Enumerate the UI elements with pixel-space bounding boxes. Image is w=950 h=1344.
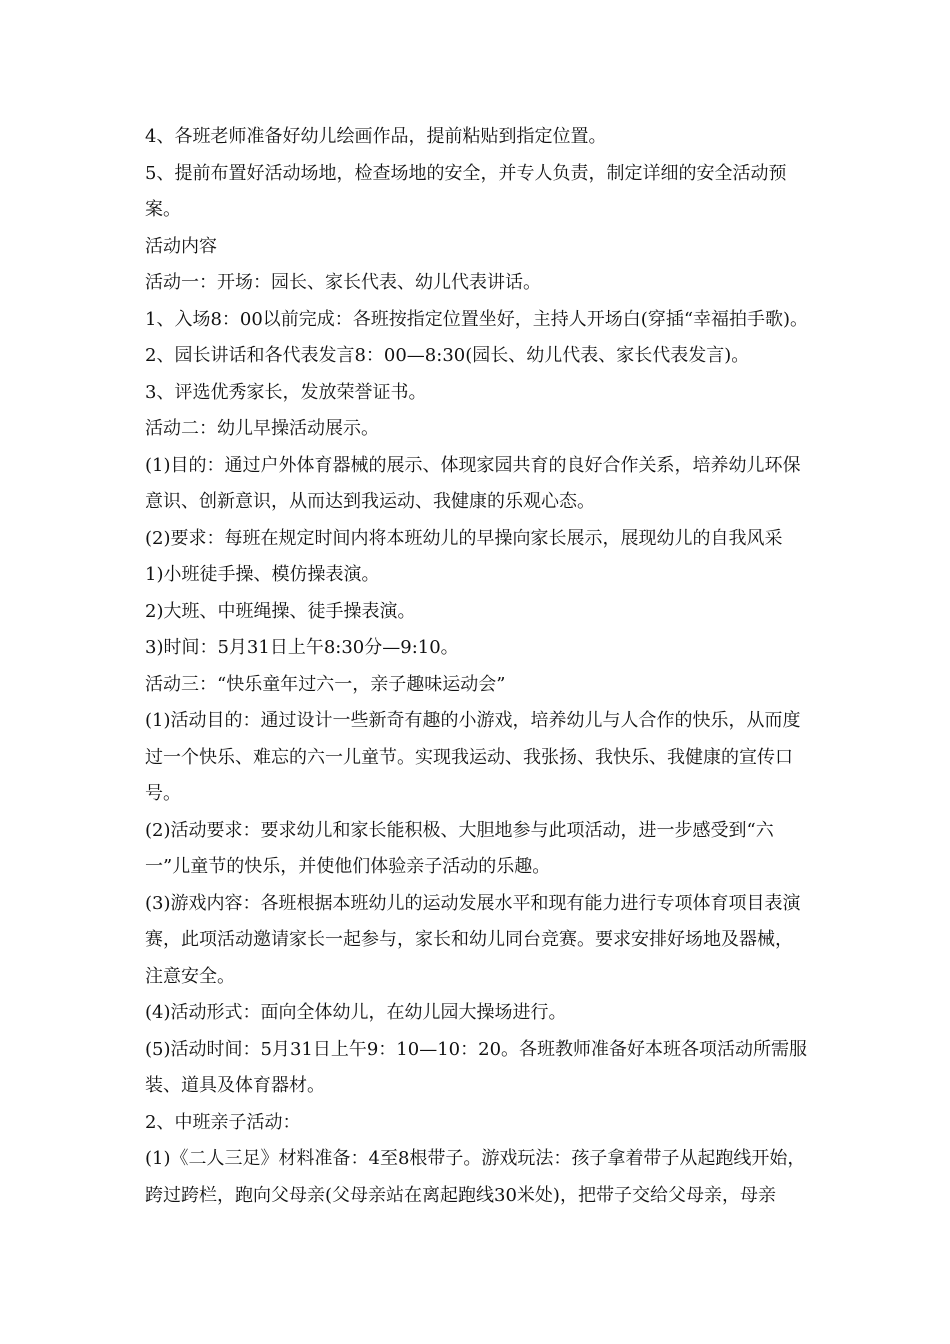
middle-class-heading: 2、中班亲子活动： bbox=[145, 1111, 301, 1133]
activity-one-item-1: 1、入场8：00以前完成：各班按指定位置坐好，主持人开场白(穿插“幸福拍手歌)。 bbox=[145, 308, 809, 330]
activity-two-sub-2: 2)大班、中班绳操、徒手操表演。 bbox=[145, 600, 416, 622]
activity-three-requirement: (2)活动要求：要求幼儿和家长能积极、大胆地参与此项活动，进一步感受到“六一”儿童节的快乐，并使他们体验亲子活动的乐趣。 bbox=[145, 819, 774, 877]
activity-three-time: (5)活动时间：5月31日上午9：10—10：20。各班教师准备好本班各项活动所需服装、道具及体育器材。 bbox=[145, 1038, 808, 1096]
middle-class-game-1: (1)《二人三足》材料准备：4至8根带子。游戏玩法：孩子拿着带子从起跑线开始，跨过跨栏，跑向父母亲(父母亲站在离起跑线30米处)，把带子交给父母亲，母亲 bbox=[145, 1148, 806, 1206]
document-body bbox=[145, 119, 810, 1214]
activity-two-purpose: (1)目的：通过户外体育器械的展示、体现家园共育的良好合作关系，培养幼儿环保意识、创新意识，从而达到我运动、我健康的乐观心态。 bbox=[145, 454, 801, 512]
paragraph-item-5: 5、提前布置好活动场地，检查场地的安全，并专人负责，制定详细的安全活动预案。 bbox=[145, 162, 787, 220]
activity-one-item-3: 3、评选优秀家长，发放荣誉证书。 bbox=[145, 381, 427, 403]
activity-three-form: (4)活动形式：面向全体幼儿，在幼儿园大操场进行。 bbox=[145, 1002, 567, 1023]
paragraph-item-4: 4、各班老师准备好幼儿绘画作品，提前粘贴到指定位置。 bbox=[145, 126, 607, 147]
section-heading-activity-content: 活动内容 bbox=[145, 235, 217, 257]
activity-three-heading: 活动三：“快乐童年过六一，亲子趣味运动会” bbox=[145, 673, 506, 695]
activity-one-heading: 活动一：开场：园长、家长代表、幼儿代表讲话。 bbox=[145, 272, 541, 293]
activity-two-sub-1: 1)小班徒手操、模仿操表演。 bbox=[145, 564, 380, 585]
activity-two-requirement: (2)要求：每班在规定时间内将本班幼儿的早操向家长展示，展现幼儿的自我风采 bbox=[145, 527, 783, 549]
activity-two-heading: 活动二：幼儿早操活动展示。 bbox=[145, 418, 379, 439]
activity-three-game-content: (3)游戏内容：各班根据本班幼儿的运动发展水平和现有能力进行专项体育项目表演赛，此项活动邀请家长一起参与，家长和幼儿同台竞赛。要求安排好场地及器械，注意安全。 bbox=[145, 892, 801, 987]
activity-two-sub-3: 3)时间：5月31日上午8:30分—9:10。 bbox=[145, 637, 459, 658]
activity-one-item-2: 2、园长讲话和各代表发言8：00—8:30(园长、幼儿代表、家长代表发言)。 bbox=[145, 345, 750, 366]
activity-three-purpose: (1)活动目的：通过设计一些新奇有趣的小游戏，培养幼儿与人合作的快乐，从而度过一个快乐、难忘的六一儿童节。实现我运动、我张扬、我快乐、我健康的宣传口号。 bbox=[145, 710, 801, 804]
